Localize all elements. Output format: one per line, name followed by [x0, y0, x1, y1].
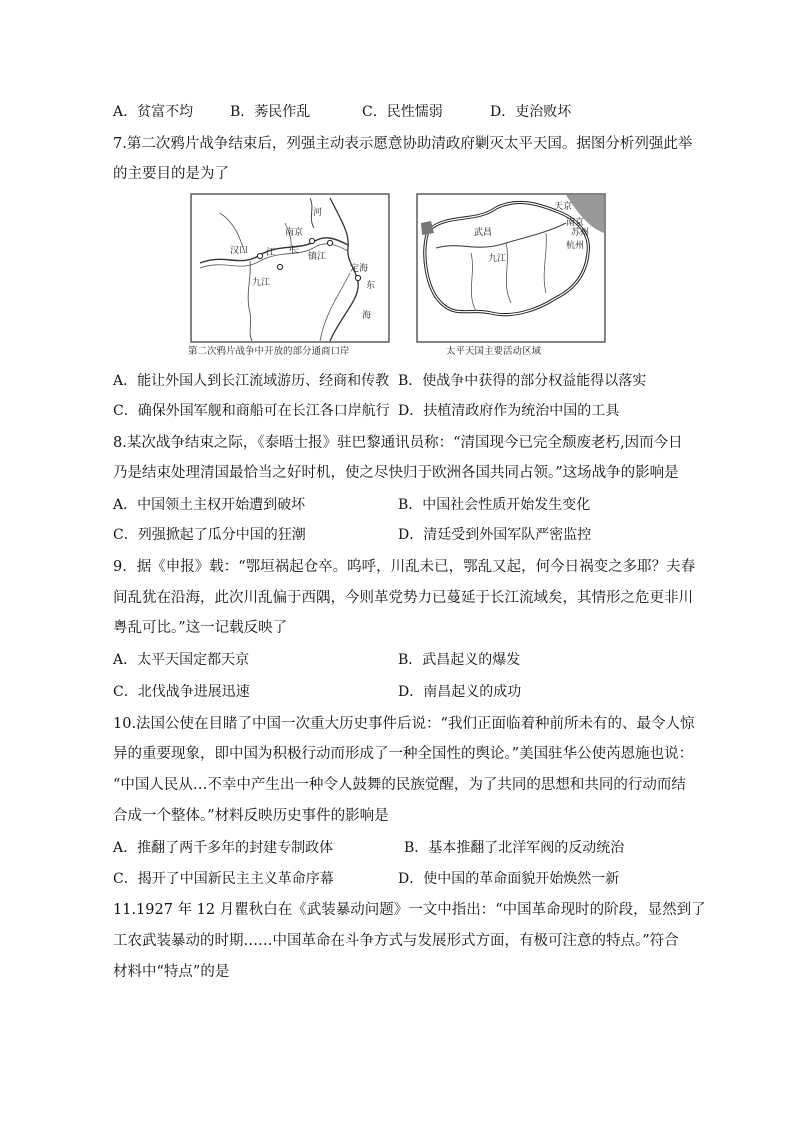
label-suzhou: 苏州 — [571, 228, 590, 238]
q9-stem-line2: 间乱犹在沿海，此次川乱偏于西隅，今则革党势力已蔓延于长江流域矣，其情形之危更非川 — [113, 590, 693, 606]
map-left-caption: 第二次鸦片战争中开放的部分通商口岸 — [188, 346, 350, 357]
q10-stem-line3: “中国人民从…不幸中产生出一种令人鼓舞的民族觉醒，为了共同的思想和共同的行动而结 — [113, 777, 686, 793]
q6-option-b: B．莠民作乱 — [230, 104, 311, 120]
label-zhenjiang: 镇江 — [308, 252, 327, 262]
q10-stem-line1: 10.法国公使在目睹了中国一次重大历史事件后说：“我们正面临着种前所未有的、最令人惊 — [113, 716, 695, 732]
q9-option-a: A．太平天国定都天京 — [113, 652, 250, 668]
q10-option-d: D．使中国的革命面貌开始焕然一新 — [398, 871, 620, 887]
label-hangzhou: 杭州 — [566, 241, 585, 251]
label-jiujiang-right: 九江 — [488, 254, 507, 264]
label-he: 河 — [313, 208, 323, 218]
q8-option-d: D．清廷受到外国军队严密监控 — [398, 527, 592, 543]
q7-stem-line2: 的主要目的是为了 — [113, 166, 229, 182]
q6-option-c: C．民性懦弱 — [362, 104, 443, 120]
label-hai: 海 — [362, 311, 372, 321]
q11-stem-line2: 工农武装暴动的时期……中国革命在斗争方式与发展形式方面，有极可注意的特点。”符合 — [113, 933, 679, 949]
q9-option-c: C．北伐战争进展迅速 — [113, 684, 250, 700]
q8-stem-line2: 乃是结束处理清国最恰当之好时机，使之尽快归于欧洲各国共同占领。”这场战争的影响是 — [113, 465, 679, 481]
q10-stem-line2: 异的重要现象，即中国为积极行动而形成了一种全国性的舆论。”美国驻华公使芮恩施也说： — [113, 746, 694, 762]
q9-option-b: B．武昌起义的爆发 — [398, 652, 521, 668]
q11-stem-line1: 11.1927 年 12 月瞿秋白在《武装暴动问题》一文中指出：“中国革命现时的阶段，显然到了 — [113, 902, 706, 918]
q10-option-a: A．推翻了两千多年的封建专制政体 — [113, 840, 334, 856]
label-nanjing-right: 南京 — [566, 218, 585, 228]
q10-option-c: C．揭开了中国新民主主义革命序幕 — [113, 871, 334, 887]
q10-option-b: B．基本推翻了北洋军阀的反动统治 — [404, 840, 625, 856]
label-wuchang: 武昌 — [474, 228, 493, 238]
taiping-region-map — [416, 193, 606, 343]
q9-stem-line1: 9．据《申报》载：“鄂垣祸起仓卒。呜呼，川乱未已，鄂乱又起，何今日祸变之多耶？夫春 — [113, 559, 696, 575]
q7-option-b: B．使战争中获得的部分权益能得以落实 — [398, 373, 647, 389]
q7-option-c: C．确保外国军舰和商船可在长江各口岸航行 — [113, 403, 390, 419]
q8-option-b: B．中国社会性质开始发生变化 — [398, 497, 591, 513]
q10-stem-line4: 合成一个整体。”材料反映历史事件的影响是 — [113, 808, 389, 824]
label-dong: 东 — [366, 281, 376, 291]
map-right-caption: 太平天国主要活动区域 — [446, 346, 542, 357]
q7-option-d: D．扶植清政府作为统治中国的工具 — [398, 403, 620, 419]
q8-option-c: C．列强掀起了瓜分中国的狂潮 — [113, 527, 306, 543]
q6-option-d: D．吏治败坏 — [490, 104, 572, 120]
label-nanjing: 南京 — [285, 228, 304, 238]
q8-option-a: A．中国领土主权开始遭到破坏 — [113, 497, 306, 513]
q7-maps — [190, 193, 610, 363]
q7-stem-line1: 7.第二次鸦片战争结束后，列强主动表示愿意协助清政府剿灭太平天国。据图分析列强此举 — [113, 136, 693, 152]
q9-stem-line3: 粤乱可比。”这一记载反映了 — [113, 620, 288, 636]
label-hankou: 汉口 — [230, 246, 249, 256]
label-chang: 长 — [290, 246, 300, 256]
q9-option-d: D．南昌起义的成功 — [398, 684, 522, 700]
q6-option-a: A．贫富不均 — [113, 104, 194, 120]
label-jiujiang: 九江 — [252, 278, 271, 288]
label-jiang: 江 — [266, 248, 276, 258]
treaty-ports-map — [190, 193, 390, 343]
label-tianjing: 天京 — [554, 202, 573, 212]
q7-option-a: A．能让外国人到长江流域游历、经商和传教 — [113, 373, 390, 389]
label-dinghai: 定海 — [350, 264, 369, 274]
q11-stem-line3: 材料中“特点”的是 — [113, 964, 230, 980]
q8-stem-line1: 8.某次战争结束之际，《泰晤士报》驻巴黎通讯员称：“清国现今已完全颓废老朽,因而今日 — [113, 435, 683, 451]
